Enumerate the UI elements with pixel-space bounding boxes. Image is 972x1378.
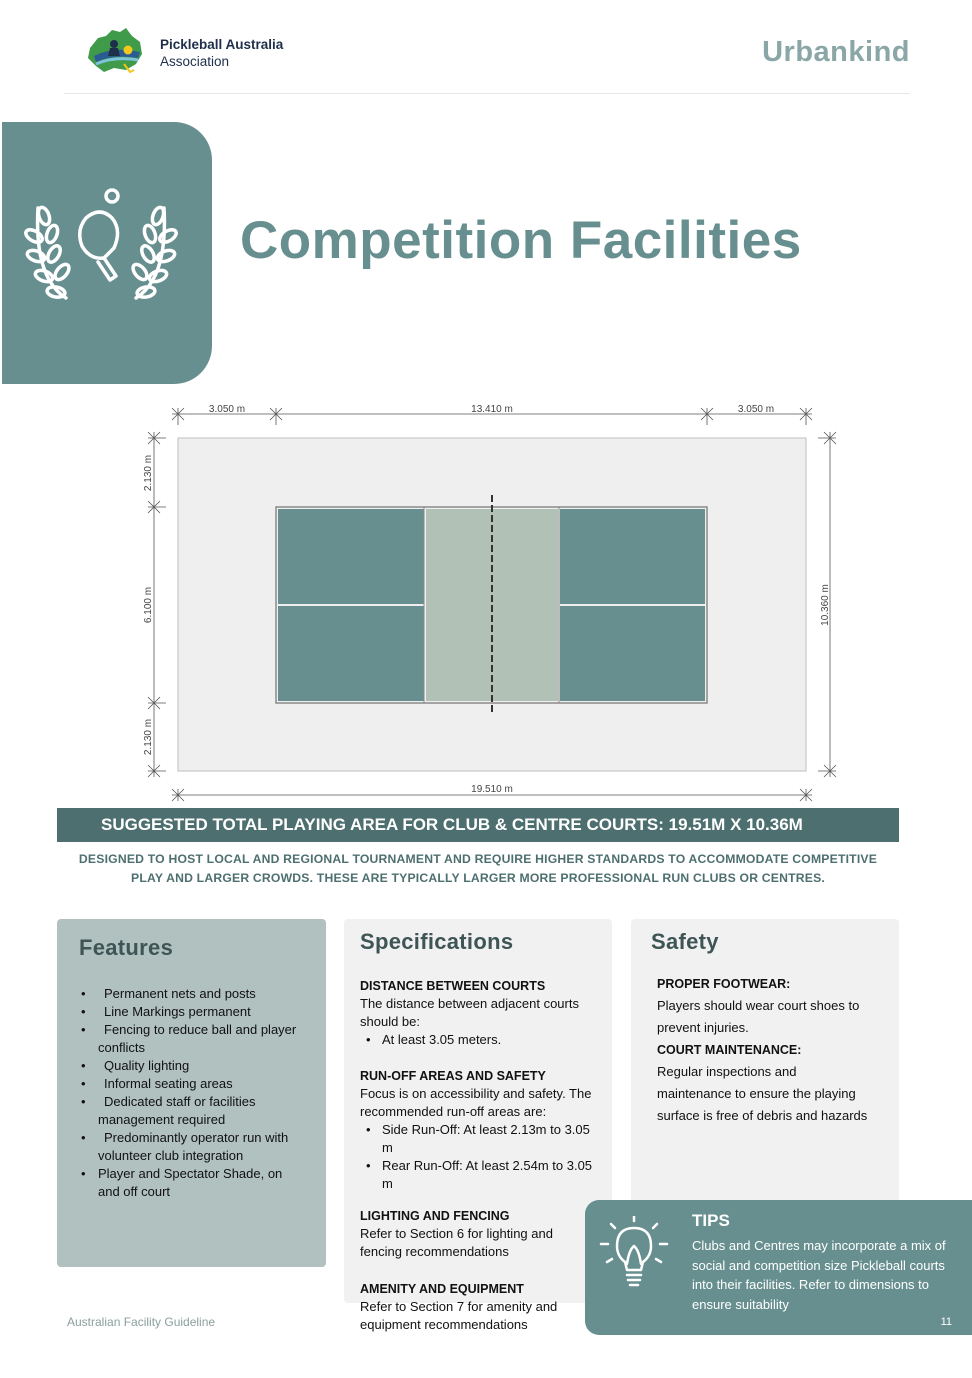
list-item: • Dedicated staff or facilities management required (79, 1093, 304, 1129)
dim-left-bottom: 2.130 m (143, 718, 154, 756)
dim-bottom: 19.510 m (471, 784, 513, 795)
safety-text: Players should wear court shoes to prevent injuries. (657, 998, 860, 1035)
spec-heading: DISTANCE BETWEEN COURTS (360, 979, 546, 993)
list-item: • Predominantly operator run with volunteer club integration (79, 1129, 304, 1165)
header-divider (64, 93, 910, 94)
dim-left-middle: 6.100 m (143, 586, 154, 624)
lightbulb-icon (599, 1216, 669, 1292)
association-logo (84, 26, 150, 78)
tips-text: Clubs and Centres may incorporate a mix of social and competition size Pickleball courts into their facilities. Refer to dimensions to ensure suitability (692, 1238, 946, 1313)
description-subtitle (60, 850, 896, 888)
dim-left-top: 2.130 m (143, 454, 154, 492)
list-item: • At least 3.05 meters. (360, 1031, 596, 1049)
tips-title: TIPS (692, 1211, 730, 1230)
dim-top-right: 3.050 m (737, 404, 775, 415)
safety-title: Safety (651, 929, 719, 954)
page-number: 11 (940, 1316, 952, 1328)
specifications-card (344, 919, 612, 1332)
features-card (57, 919, 326, 1267)
list-item: • Side Run-Off: At least 2.13m to 3.05 m (360, 1121, 596, 1157)
title-icon-box (2, 122, 212, 384)
list-item: • Player and Spectator Shade, on and off court (79, 1165, 304, 1201)
dim-top-left: 3.050 m (208, 404, 246, 415)
spec-heading: LIGHTING AND FENCING (360, 1209, 510, 1223)
service-box-right-top (560, 509, 705, 604)
spec-heading: RUN-OFF AREAS AND SAFETY (360, 1069, 546, 1083)
dim-right: 10.360 m (820, 584, 831, 626)
laurel-paddle-icon (24, 188, 180, 308)
spec-text: Focus is on accessibility and safety. The recommended run-off areas are: (360, 1086, 592, 1119)
dim-top-center: 13.410 m (471, 404, 513, 415)
list-item: • Line Markings permanent (79, 1003, 304, 1021)
organisation-name (160, 36, 283, 70)
brand-name: Urbankind (762, 36, 910, 68)
specifications-title: Specifications (360, 929, 514, 954)
page-title: Competition Facilities (240, 211, 802, 270)
org-name-line1: Pickleball Australia (160, 37, 284, 52)
service-box-right-bottom (560, 606, 705, 701)
list-item: • Permanent nets and posts (79, 985, 304, 1003)
subtitle-line1: DESIGNED TO HOST LOCAL AND REGIONAL TOURNAMENT AND REQUIRE HIGHER STANDARDS TO ACCOMMODATE COMPETITIVE (78, 852, 878, 866)
safety-heading: PROPER FOOTWEAR: (657, 977, 791, 991)
service-box-left-top (278, 509, 424, 604)
list-item: • Quality lighting (79, 1057, 304, 1075)
spec-text: The distance between adjacent courts should be: (360, 996, 579, 1029)
list-item: • Fencing to reduce ball and player conflicts (79, 1021, 304, 1057)
safety-heading: COURT MAINTENANCE: (657, 1043, 802, 1057)
spec-text: Refer to Section 7 for amenity and equipment recommendations (360, 1299, 558, 1332)
spec-text: Refer to Section 6 for lighting and fencing recommendations (360, 1226, 553, 1259)
tips-box (585, 1200, 972, 1335)
features-list (79, 985, 304, 1201)
spec-heading: AMENITY AND EQUIPMENT (360, 1282, 524, 1296)
org-name-line2: Association (160, 54, 230, 69)
subtitle-line2: PLAY AND LARGER CROWDS. THESE ARE TYPICALLY LARGER MORE PROFESSIONAL RUN CLUBS OR CENTRES. (130, 871, 825, 885)
safety-card (631, 919, 899, 1209)
playing-area-banner: SUGGESTED TOTAL PLAYING AREA FOR CLUB & CENTRE COURTS: 19.51M X 10.36M (57, 808, 899, 842)
court-diagram (130, 395, 850, 807)
safety-text: Regular inspections and maintenance to ensure the playing surface is free of debris and hazards (657, 1064, 868, 1123)
service-box-left-bottom (278, 606, 424, 701)
list-item: • Rear Run-Off: At least 2.54m to 3.05 m (360, 1157, 596, 1193)
footer-label: Australian Facility Guideline (67, 1315, 216, 1329)
features-title: Features (79, 935, 174, 960)
list-item: • Informal seating areas (79, 1075, 304, 1093)
